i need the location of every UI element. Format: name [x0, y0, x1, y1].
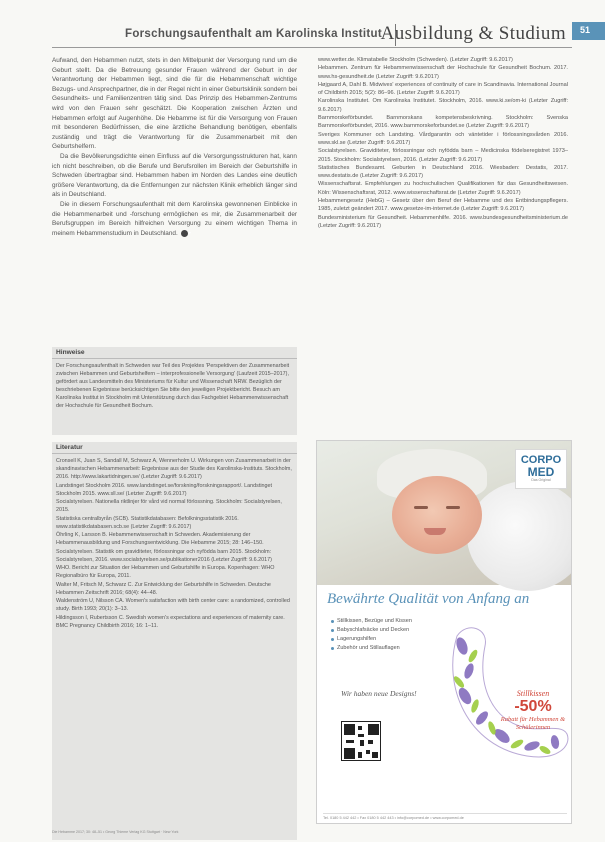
reference-entry: www.wetter.de. Klimatabelle Stockholm (Schweden). (Letzter Zugriff: 9.6.2017)	[318, 57, 513, 63]
reference-entry: Hebammen. Zentrum für Hebammenwissenschaft der Hochschule für Gesundheit Bochum. 2017. www.hs-gesundheit.de (Letzter Zugriff: 9.6.2017)	[318, 65, 568, 80]
body-paragraph: Die in diesem Forschungsaufenthalt mit dem Karolinska gewonnenen Einblicke in die Hebammenarbeit und -forschung ermöglichen es mir, die Zusammenarbeit der Berufsgruppen im Bereich hilfreichen Versorgung zu einem wichtigen Thema in meinem Hebammenstudium in Deutschland. ▸	[52, 200, 297, 237]
literature-box	[52, 442, 297, 840]
literature-entry: Öhrling K, Larsson B. Hebammenwissenschaft in Schweden. Akademisierung der Hebammenausbildung und Forschungsentwicklung. Die Hebamme 2015; 28: 146–150.	[56, 532, 264, 546]
baby-mouth	[424, 528, 446, 535]
ad-handwritten-note: Wir haben neue Designs!	[341, 689, 417, 698]
literature-entry: WHO. Bericht zur Situation der Hebammen und Geburtshilfe in Europa. Kopenhagen: WHO Regionalbüro für Europa, 2011.	[56, 565, 275, 579]
header-article-title: Forschungsaufenthalt am Karolinska Institut	[125, 28, 382, 40]
corpomed-logo: CORPO MED Das Original	[515, 449, 567, 489]
reference-entry: Statistisches Bundesamt. Geburten in Deutschland 2016. Wiesbaden: Destatis, 2017. www.destatis.de (Letzter Zugriff: 9.6.2017)	[318, 164, 568, 180]
reference-entry: Karolinska Institutet. Om Karolinska Institutet. Stockholm, 2016. www.ki.se/om-ki (Letzter Zugriff: 9.6.2017)	[318, 98, 568, 113]
baby-eye	[414, 506, 428, 509]
ad-headline: Bewährte Qualität von Anfang an	[327, 591, 530, 607]
hint-box	[52, 347, 297, 435]
blanket-shape	[467, 481, 572, 591]
literature-entry: Landstinget Stockholm 2016. www.landstinget.se/forskning/forskningsrapport/. Landstinget Stockholm 2015. www.sll.se/ (Letzter Zugriff: 9.6.2017)	[56, 482, 273, 497]
body-paragraph: Aufwand, den Hebammen nutzt, stets in den Mittelpunkt der Versorgung rund um die Geburt stellt. Da die Betreuung gesunder Frauen während der Geburt in der Verantwortung der Hebammen liegt, sind die für die Hebammenschaft wichtige Bezugs- und Ansprechpartner, die in der Regel nicht in einer Geburtsklinik sondern bei Gesundheits- und Familienzentren tätig sind. Das Prinzip des Hebammen-Zentrums wird von den Frauen sehr geschätzt. Die Kooperation zwischen Ärzten und Hebammen erfolgt auf Augenhöhe. Die Hebamme ist für die Versorgung von Frauen mit besonderen Bedürfnissen, die eine ärztliche Behandlung benötigen, ebenfalls zuständig und trägt die Verantwortung für die Zusammenarbeit mit den Geburtshelfern.	[52, 57, 297, 151]
literature-entry: Cronsell K, Juan S, Sandall M, Schwarz A, Wennerholm U. Wirkungen von Zusammenarbeit in der skandinavischen Hebammenarbeit: Ergebnisse aus der Studie des Karolinska-Instituts. Stockholm, 2016. http://www.lakartidningen.se/ (Letzter Zugriff: 9.6.2017)	[56, 458, 292, 480]
baby-eye	[446, 506, 460, 509]
ad-feature: Lagerungshilfen	[331, 635, 461, 644]
literature-entry: Hildingsson I, Rubertsson C. Swedish women's expectations and experiences of maternity care. BMC Pregnancy Childbirth 2016; 16: 1–11.	[56, 614, 285, 629]
baby-face-shape	[392, 476, 482, 554]
reference-entry: Højgaard A, Dahl B. Midwives' experiences of continuity of care in Scandinavia. International Journal of Childbirth 2015; 5(2): 86–96. (Letzter Zugriff: 9.6.2017)	[318, 81, 568, 97]
ad-contact-footer: Tel. 0180 5 442 442 • Fax 0180 5 442 443 • info@corpomed.de • www.corpomed.de	[323, 813, 567, 820]
reference-entry: Barnmorskeförbundet. Barnmorskans kompetensbeskrivning. Stockholm: Svenska Barnmorskeförbundet, 2016. www.barnmorskeforbundet.se (Letzter Zugriff: 9.6.2017)	[318, 115, 568, 130]
literature-title: Literatur	[52, 442, 297, 454]
literature-entry: Statistiska centralbyrån (SCB). Statistikdatabasen: Befolkningsstatistik 2016. www.statistikdatabasen.scb.se (Letzter Zugriff: 9.6.2017)	[56, 515, 239, 530]
literature-entry: Socialstyrelsen. Nationella riktlinjer för vård vid normal förlossning. Stockholm: Socialstyrelsen, 2015.	[56, 499, 282, 513]
qr-code[interactable]	[341, 721, 381, 761]
reference-entry: Sveriges Kommuner och Landsting. Vårdgarantin och väntetider i förlossningsvården 2016. www.skl.se (Letzter Zugriff: 9.6.2017)	[318, 131, 568, 146]
literature-entry: Socialstyrelsen. Statistik om graviditeter, förlossningar och nyfödda barn 2015. Stockholm: Socialstyrelsen, 2016. www.socialstyrelsen.se/publikationer2016 (Letzter Zugriff: 9.6.2017)	[56, 548, 272, 563]
ad-feature: Zubehör und Stillauflagen	[331, 644, 461, 653]
literature-entry: Walter M, Fritsch M, Schwarz C. Zur Entwicklung der Geburtshilfe in Schweden. Deutsche Hebammen Zeitschrift 2016; 68(4): 44–48.	[56, 581, 271, 596]
baby-photo	[317, 441, 572, 585]
literature-entry: Waldenström U, Nilsson CA. Women's satisfaction with birth center care: a randomized, controlled study. Birth 1993; 20(1): 3–13.	[56, 598, 290, 612]
left-column-body	[52, 56, 297, 238]
corpomed-advertisement[interactable]	[316, 440, 572, 824]
page-footer: Die Hebamme 2017; 30: 48–51 • Georg Thieme Verlag KG Stuttgart · New York	[52, 830, 179, 834]
body-paragraph: Da die Bevölkerungsdichte einen Einfluss auf die Versorgungsstrukturen hat, kann ich nicht beschreiben, ob die Berufe und Berufsrollen im Bereich der Geburtshilfe in Schweden übertragbar sind. Hebammen haben im Norden des Landes eine deutlich größere Verantwortung, da die Entfernungen zur nächsten Klinik erheblich länger sind als in Deutschland.	[52, 152, 297, 199]
reference-entry: Bundesministerium für Gesundheit. Hebammenhilfe. 2016. www.bundesgesundheitsministerium.de (Letzter Zugriff: 9.6.2017)	[318, 214, 568, 229]
reference-entry: Wissenschaftsrat. Empfehlungen zu hochschulischen Qualifikationen für das Gesundheitswesen. Köln: Wissenschaftsrat, 2012. www.wissenschaftsrat.de (Letzter Zugriff: 9.6.2017)	[318, 181, 568, 196]
ad-feature: Stillkissen, Bezüge und Kissen	[331, 617, 461, 626]
ad-feature: Babyschlafsäcke und Decken	[331, 626, 461, 635]
reference-entry: Hebammengesetz (HebG) – Gesetz über den Beruf der Hebamme und des Entbindungspflegers. 1985, zuletzt geändert 2017. www.gesetze-im-internet.de (Letzter Zugriff: 9.6.2017)	[318, 198, 568, 213]
hint-box-text: Der Forschungsaufenthalt in Schweden war Teil des Projektes 'Perspektiven der Zusammenarbeit zwischen Hebammen und Geburtshelfern – interprofessionelle Versorgung' (Laufzeit 2015–2017), gefördert aus Landesmitteln des Ministeriums für Kultur und Wissenschaft NRW. Bezüglich der beschriebenen Ergebnisse berücksichtigen Sie bitte den jeweiligen Projektbericht. Besuch am Karolinska Institut in Stockholm mit Unterstützung durch das Fachgebiet Hebammenwissenschaft der Hochschule für Gesundheit Bochum.	[56, 363, 290, 409]
page-number: 51	[572, 22, 605, 40]
article-end-icon: ▸	[181, 230, 188, 237]
literature-list	[52, 454, 297, 633]
reference-entry: Socialstyrelsen. Graviditeter, förlossningar och nyfödda barn – Medicinska födelseregistret 1973–2015. Stockholm: Socialstyrelsen, 2016. (Letzter Zugriff: 9.6.2017)	[318, 148, 568, 163]
page-header	[52, 22, 572, 48]
right-column-references	[318, 56, 568, 230]
discount-badge: Stillkissen -50% Rabatt für Hebammen & Schülerinnen	[500, 689, 566, 731]
hint-box-title: Hinweise	[52, 347, 297, 359]
header-section-title: Ausbildung & Studium	[380, 23, 566, 44]
